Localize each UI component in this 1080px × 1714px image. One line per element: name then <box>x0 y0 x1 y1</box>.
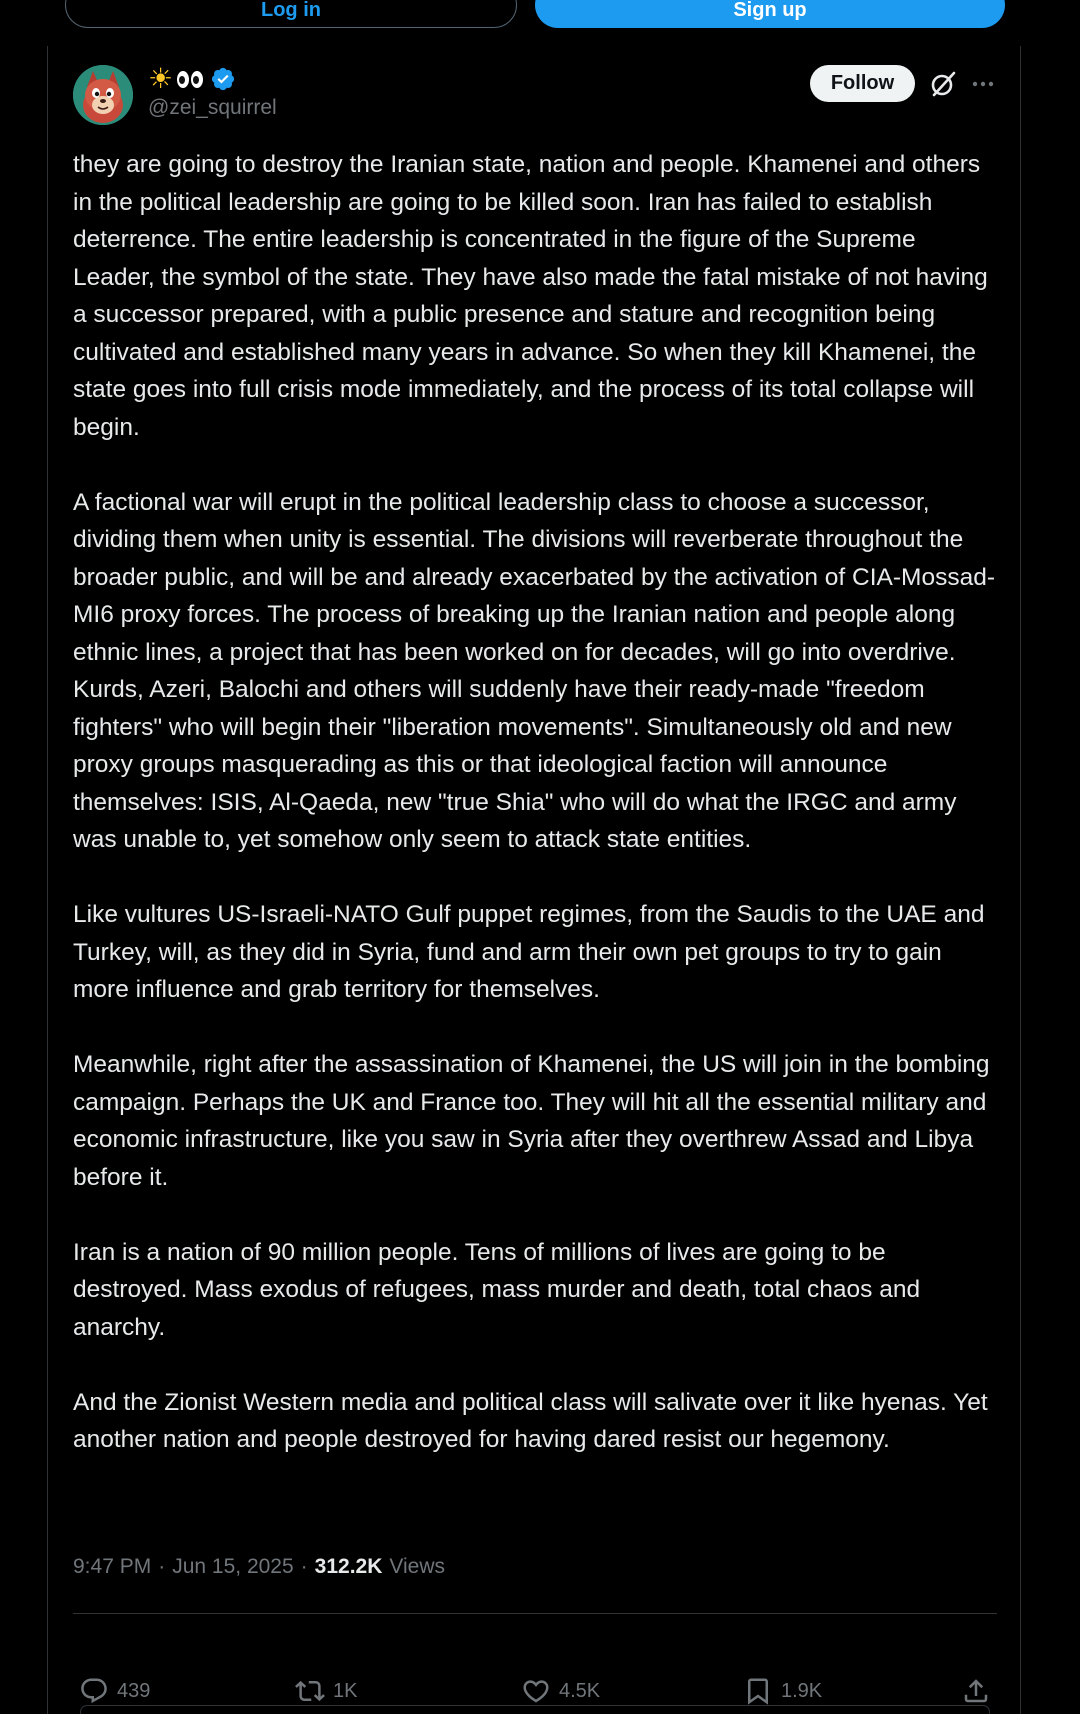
post-meta <box>73 1555 445 1579</box>
post-text <box>73 146 1003 1496</box>
repost-button[interactable] <box>295 1673 357 1709</box>
bookmark-icon <box>743 1676 773 1706</box>
verified-badge-icon <box>210 66 236 92</box>
post-paragraph: Meanwhile, right after the assassination of Khamenei, the US will join in the bombing campaign. Perhaps the UK and France too. They will hit all the essential military and economic infrastructure, like you saw in Syria after they overthrew Assad and Libya before it. <box>73 1051 990 1191</box>
avatar[interactable] <box>73 65 133 125</box>
divider <box>73 1613 997 1614</box>
post-date[interactable]: Jun 15, 2025 <box>172 1555 294 1578</box>
bookmark-button[interactable] <box>743 1673 822 1709</box>
like-button[interactable] <box>521 1673 600 1709</box>
reply-button[interactable] <box>79 1673 150 1709</box>
user-handle[interactable]: @zei_squirrel <box>148 96 277 119</box>
eyes-emoji-icon <box>177 71 203 88</box>
more-options-icon[interactable] <box>970 71 996 97</box>
post-paragraph: Iran is a nation of 90 million people. Tens of millions of lives are going to be destroyed. Mass exodus of refugees, mass murder and death, total chaos and anarchy. <box>73 1238 921 1341</box>
bookmark-count: 1.9K <box>781 1679 823 1702</box>
squirrel-avatar-icon <box>73 65 133 125</box>
share-icon <box>961 1676 991 1706</box>
post-detail <box>47 46 1021 1714</box>
follow-button[interactable]: Follow <box>810 65 915 102</box>
grok-icon[interactable] <box>928 69 958 99</box>
login-button[interactable]: Log in <box>65 0 517 28</box>
auth-bar <box>65 0 1005 30</box>
post-paragraph: And the Zionist Western media and political class will salivate over it like hyenas. Yet another nation and people destroyed for having dared resist our hegemony. <box>73 1388 988 1453</box>
meta-separator: · <box>300 1555 308 1578</box>
reply-icon <box>79 1676 109 1706</box>
post-paragraph: they are going to destroy the Iranian state, nation and people. Khamenei and others in the political leadership are going to be killed soon. Iran has failed to establish deterrence. The entire leadership is concentrated in the figure of the Supreme Leader, the symbol of the state. They have also made the fatal mistake of not having a successor prepared, with a public presence and stature and recognition being cultivated and established many years in advance. So when they kill Khamenei, the state goes into full crisis mode immediately, and the process of its total collapse will begin. <box>73 151 988 441</box>
reply-composer-edge <box>80 1705 990 1714</box>
post-paragraph: Like vultures US-Israeli-NATO Gulf puppet regimes, from the Saudis to the UAE and Turkey, will, as they did in Syria, fund and arm their own pet groups to try to gain more influence and grab territory for themselves. <box>73 901 985 1003</box>
repost-icon <box>295 1676 325 1706</box>
post-time[interactable]: 9:47 PM <box>73 1555 152 1578</box>
post-paragraph: A factional war will erupt in the political leadership class to choose a successor, dividing them when unity is essential. The divisions will reverberate throughout the broader public, and will be and already exacerbated by the activation of CIA-Mossad-MI6 proxy forces. The process of breaking up the Iranian nation and people along ethnic lines, a project that has been worked on for decades, will go into overdrive. Kurds, Azeri, Balochi and others will suddenly have their ready-made "freedom fighters" who will begin their "liberation movements". Simultaneously old and new proxy groups masquerading as this or that ideological faction will announce themselves: ISIS, Al-Qaeda, new "true Shia" who will do what the IRGC and army was unable to, yet somehow only seem to attack state entities. <box>73 488 995 853</box>
sun-emoji: ☀ <box>148 63 174 94</box>
share-button[interactable] <box>961 1673 991 1709</box>
display-name[interactable] <box>148 64 236 94</box>
meta-separator: · <box>158 1555 166 1578</box>
views-count: 312.2K <box>314 1555 383 1578</box>
reply-count: 439 <box>117 1679 151 1702</box>
views-label: Views <box>389 1555 446 1578</box>
heart-icon <box>521 1676 551 1706</box>
signup-button[interactable]: Sign up <box>535 0 1005 28</box>
like-count: 4.5K <box>559 1679 601 1702</box>
repost-count: 1K <box>333 1679 358 1702</box>
